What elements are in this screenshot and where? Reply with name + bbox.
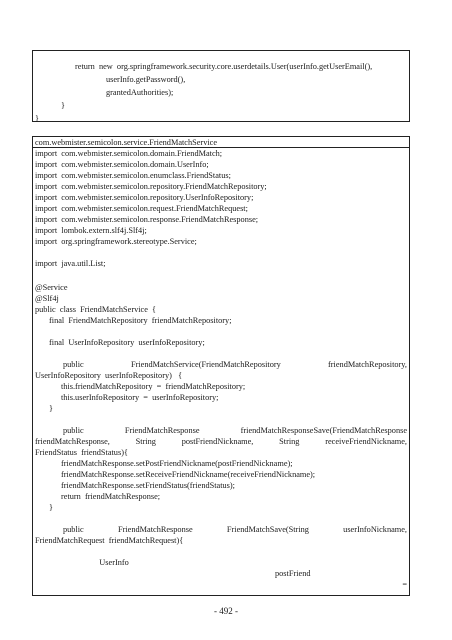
field-declaration: final FriendMatchRepository friendMatchRepository; — [49, 316, 232, 325]
annotation: @Service — [35, 283, 68, 292]
code-token: = — [402, 580, 407, 589]
code-token: userInfoNickname, — [343, 525, 407, 534]
field-declaration: final UserInfoRepository userInfoRepository; — [49, 338, 205, 347]
code-token: FriendMatchResponse — [117, 525, 193, 534]
code-line: FriendMatchRequest friendMatchRequest){ — [35, 536, 184, 545]
code-line: return friendMatchResponse; — [61, 492, 161, 501]
code-line: friendMatchResponse.setPostFriendNickname(postFriendNickname); — [61, 459, 293, 468]
import-line: import com.webmister.semicolon.request.FriendMatchRequest; — [35, 204, 248, 213]
code-token: friendMatchResponse, — [35, 437, 110, 446]
code-block-friend-match-service — [32, 136, 410, 596]
method-signature — [63, 524, 407, 535]
code-line: UserInfoRepository userInfoRepository) { — [35, 371, 183, 380]
code-token: UserInfo — [99, 558, 129, 567]
code-token: String — [279, 437, 300, 446]
code-token: friendMatchResponseSave(FriendMatchResponse — [240, 426, 407, 435]
code-line-partial — [91, 546, 407, 601]
code-line: return new org.springframework.security.core.userdetails.User(userInfo.getUserEmail(), — [75, 62, 373, 71]
page-number: - 492 - — [214, 606, 238, 616]
code-token: public — [63, 360, 84, 369]
code-line: friendMatchResponse.setReceiveFriendNickname(receiveFriendNickname); — [61, 470, 316, 479]
code-token: receiveFriendNickname, — [325, 437, 407, 446]
code-token: FriendMatchService(FriendMatchRepository — [131, 360, 281, 369]
annotation: @Slf4j — [35, 294, 59, 303]
code-token: friendMatchRepository, — [328, 360, 407, 369]
code-line: } — [61, 101, 65, 110]
code-line: grantedAuthorities); — [106, 88, 174, 97]
code-line: friendMatchResponse.setFriendStatus(friendStatus); — [61, 481, 235, 490]
code-line: FriendStatus friendStatus){ — [35, 448, 128, 457]
code-line: } — [35, 114, 39, 123]
code-token: postFriend — [275, 569, 311, 578]
import-line: import com.webmister.semicolon.repository.FriendMatchRepository; — [35, 182, 267, 191]
constructor-signature — [63, 359, 407, 370]
code-line: this.userInfoRepository = userInfoRepository; — [61, 393, 219, 402]
import-line: import com.webmister.semicolon.response.FriendMatchResponse; — [35, 215, 259, 224]
code-token: postFriendNickname, — [181, 437, 254, 446]
code-token: String — [135, 437, 156, 446]
code-line: } — [49, 503, 53, 512]
code-token: FriendMatchSave(String — [226, 525, 309, 534]
code-line: this.friendMatchRepository = friendMatchRepository; — [61, 382, 246, 391]
class-declaration: public class FriendMatchService { — [35, 305, 157, 314]
import-line: import com.webmister.semicolon.repository.UserInfoRepository; — [35, 193, 254, 202]
import-line: import com.webmister.semicolon.enumclass.FriendStatus; — [35, 171, 231, 180]
import-line: import java.util.List; — [35, 259, 106, 268]
code-line: } — [49, 404, 53, 413]
code-token: public — [63, 426, 84, 435]
method-signature-cont — [35, 436, 407, 447]
import-line: import com.webmister.semicolon.domain.UserInfo; — [35, 160, 209, 169]
code-line: userInfo.getPassword(), — [106, 75, 186, 84]
code-token: public — [63, 525, 84, 534]
code-token: FriendMatchResponse — [124, 426, 200, 435]
code-block-header — [33, 137, 409, 148]
code-block-top — [32, 50, 410, 122]
import-line: import com.webmister.semicolon.domain.FriendMatch; — [35, 149, 223, 158]
method-signature — [63, 425, 407, 436]
import-line: import lombok.extern.slf4j.Slf4j; — [35, 226, 147, 235]
import-line: import org.springframework.stereotype.Service; — [35, 237, 197, 246]
file-name: com.webmister.semicolon.service.FriendMatchService — [35, 138, 218, 147]
